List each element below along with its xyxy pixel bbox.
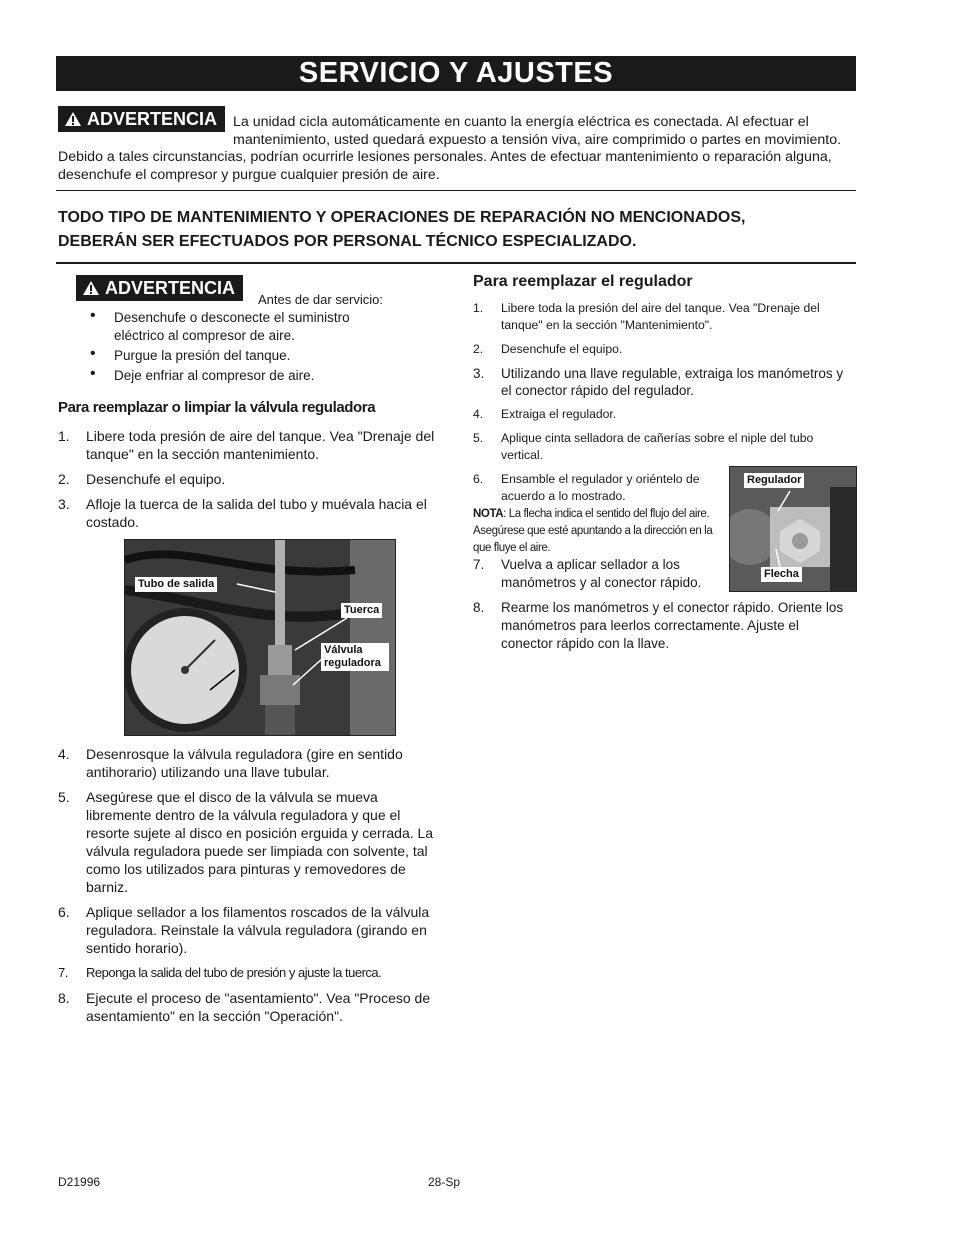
page-number: 28-Sp [428,1175,461,1189]
list-item: 3. Utilizando una llave regulable, extraiga los manómetros y el conector rápido del regulador. [473,366,844,398]
label-arrow: Flecha [761,567,802,582]
list-item: 8. Ejecute el proceso de "asentamiento". Vea "Proceso de asentamiento" en la sección "Operación". [58,990,431,1024]
label-nut: Tuerca [341,603,382,618]
doc-id: D21996 [58,1175,101,1189]
valve-steps-b [58,745,444,1032]
page-title: SERVICIO Y AJUSTES [56,56,856,91]
list-item: 8. Rearme los manómetros y el conector rápido. Oriente los manómetros para leerlos correctamente. Ajuste el conector rápido con la llave. [473,600,844,651]
list-item: 4. Desenrosque la válvula reguladora (gire en sentido antihorario) utilizando una llave tubular. [58,746,403,780]
valve-photo-illustration [125,540,395,735]
list-item: 1. Libere toda presión de aire del tanque. Vea "Drenaje del tanque" en la sección mantenimiento. [58,428,435,462]
list-item: • Purgue la presión del tanque. [86,347,386,365]
regulator-photo [729,466,857,592]
top-warning-text: La unidad cicla automáticamente en cuanto la energía eléctrica es conectada. Al efectuar el mantenimiento, usted quedará expuesto a tensión viva, aire comprimido o partes en movimiento. Debido a tales circunstancias, podrían ocurrirle lesiones personales. Antes de efectuar mantenimiento o reparación alguna, desenchufe el compresor y purgue cualquier presión de aire. [58,114,842,183]
label-regulator: Regulador [744,473,804,488]
list-item: 7. Reponga la salida del tubo de presión y ajuste la tuerca. [58,965,382,980]
divider [56,262,856,264]
valve-steps-a [58,427,442,538]
warning-badge-label: ADVERTENCIA [105,278,236,298]
section-heading-regulator: Para reemplazar el regulador [473,273,693,290]
technician-notice [58,206,848,254]
list-item: 2. Desenchufe el equipo. [473,342,623,356]
warning-badge [58,106,225,132]
warning-triangle-icon [64,111,82,127]
list-item: 7. Vuelva a aplicar sellador a los manómetros y al conector rápido. [473,557,702,590]
top-warning [58,109,854,184]
warning-badge-label: ADVERTENCIA [87,109,218,129]
warning-triangle-icon [82,280,100,296]
section-heading-valve: Para reemplazar o limpiar la válvula reguladora [58,399,376,416]
list-item: 5. Aplique cinta selladora de cañerías sobre el niple del tubo vertical. [473,431,814,462]
left-warning-badge-wrap [76,275,243,301]
valve-photo [124,539,396,736]
list-item: 4. Extraiga el regulador. [473,407,617,421]
list-item: 5. Asegúrese que el disco de la válvula se mueva libremente dentro de la válvula reguladora y que el resorte sujete al disco en posición erguida y cerrada. La válvula reguladora puede ser limpiada con solvente, tal como los utilizados para pinturas y removedores de barniz. [58,789,434,895]
notice-line-2: DEBERÁN SER EFECTUADOS POR PERSONAL TÉCNICO ESPECIALIZADO. [58,233,637,250]
list-item: 6. Aplique sellador a los filamentos roscados de la válvula reguladora. Reinstale la válvula reguladora (girando en sentido horario). [58,904,430,956]
precaution-list [86,309,386,387]
divider [56,190,856,191]
label-valve: Válvula reguladora [321,643,389,671]
list-item: • Deje enfriar al compresor de aire. [86,367,386,385]
list-item: 2. Desenchufe el equipo. [58,471,226,487]
label-tube: Tubo de salida [135,577,217,592]
warning-badge [76,275,243,301]
flow-note: NOTA: La flecha indica el sentido del flujo del aire. Asegúrese que esté apuntando a la dirección en la que fluye el aire. [473,508,713,554]
list-item: 6. Ensamble el regulador y oriéntelo de acuerdo a lo mostrado. [473,472,700,503]
notice-line-1: TODO TIPO DE MANTENIMIENTO Y OPERACIONES DE REPARACIÓN NO MENCIONADOS, [58,209,746,226]
list-item: • Desenchufe o desconecte el suministro eléctrico al compresor de aire. [86,309,386,345]
list-item: 1. Libere toda la presión del aire del tanque. Vea "Drenaje del tanque" en la sección "Mantenimiento". [473,301,820,332]
warning-intro: Antes de dar servicio: [258,292,384,307]
list-item: 3. Afloje la tuerca de la salida del tubo y muévala hacia el costado. [58,496,427,530]
